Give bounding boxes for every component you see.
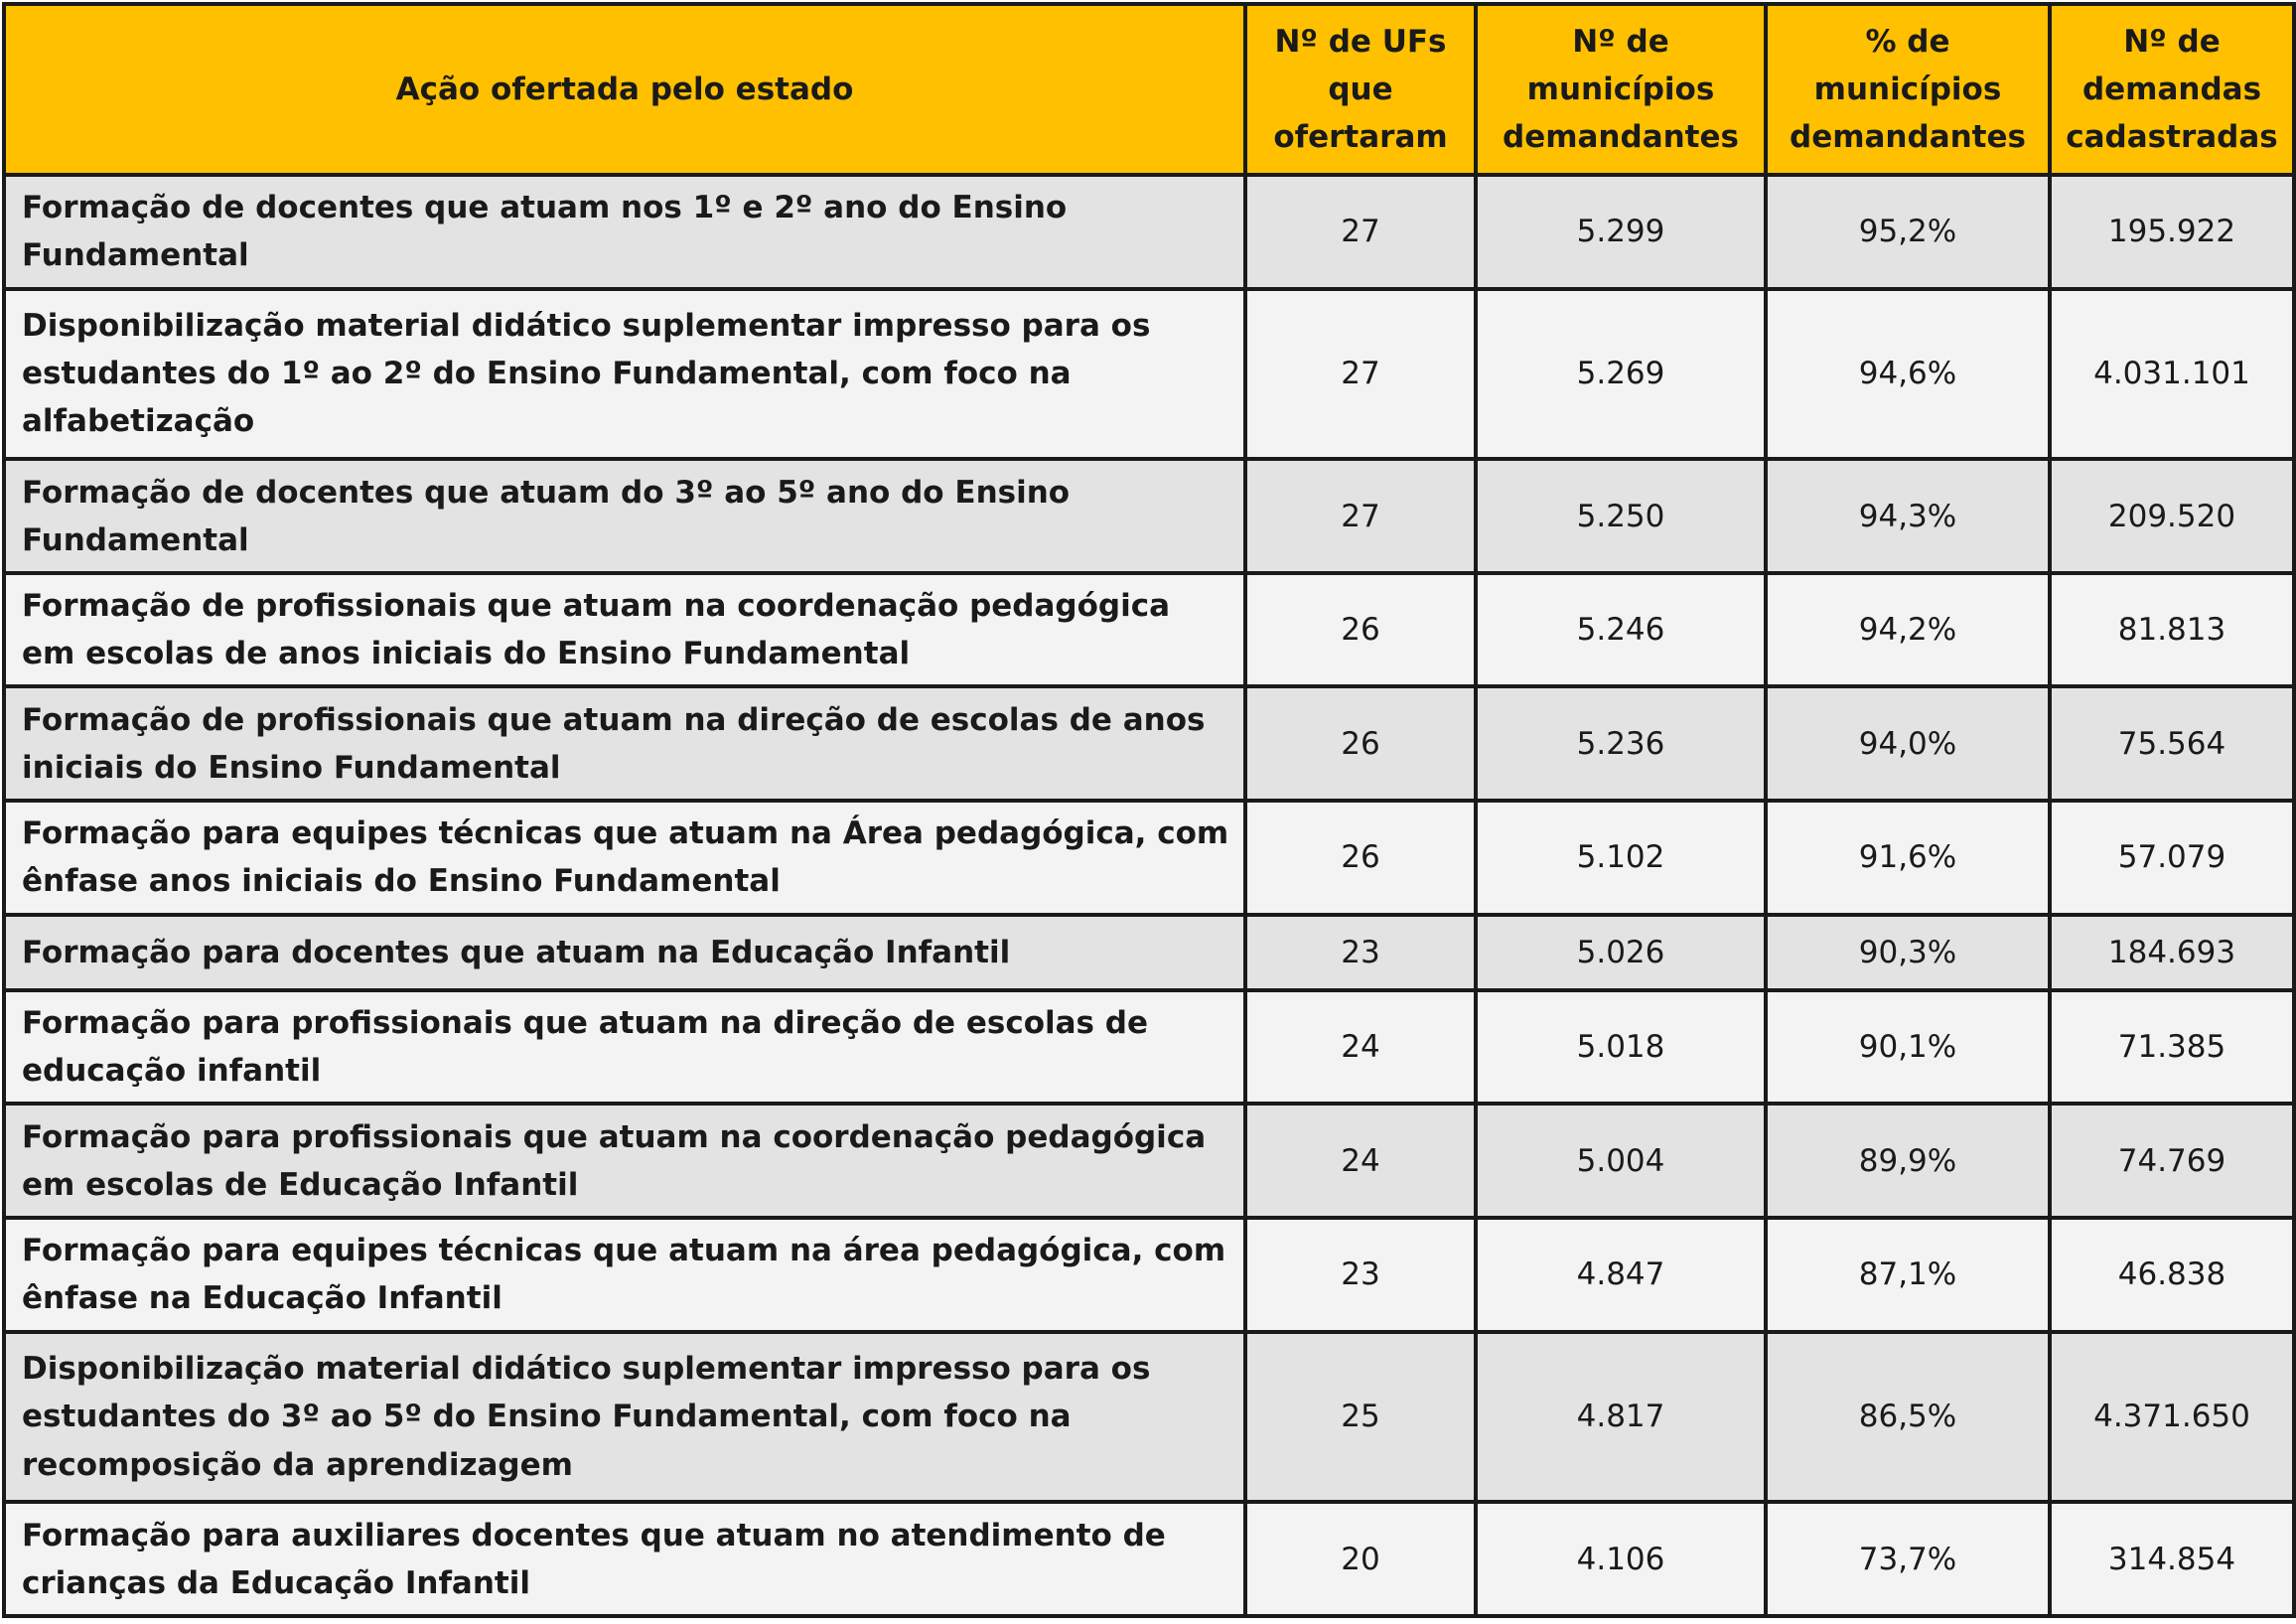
- table-row: [4, 289, 2294, 460]
- demandas-cell: 4.371.650: [2050, 1332, 2294, 1503]
- table-row: [4, 573, 2294, 687]
- pct-cell: 95,2%: [1766, 175, 2050, 289]
- municipios-cell: 5.246: [1476, 573, 1766, 687]
- demandas-cell: 195.922: [2050, 175, 2294, 289]
- pct-cell: 94,2%: [1766, 573, 2050, 687]
- ufs-cell: 26: [1245, 573, 1476, 687]
- demandas-cell: 4.031.101: [2050, 289, 2294, 460]
- municipios-cell: 4.817: [1476, 1332, 1766, 1503]
- municipios-cell: 4.106: [1476, 1502, 1766, 1616]
- data-table: [2, 2, 2296, 1618]
- table-row: [4, 175, 2294, 289]
- demandas-cell: 75.564: [2050, 686, 2294, 801]
- demandas-cell: 74.769: [2050, 1104, 2294, 1218]
- action-cell: Formação para docentes que atuam na Educação Infantil: [4, 915, 1245, 990]
- table-row: [4, 801, 2294, 915]
- ufs-cell: 25: [1245, 1332, 1476, 1503]
- ufs-cell: 26: [1245, 801, 1476, 915]
- demandas-cell: 184.693: [2050, 915, 2294, 990]
- municipios-cell: 5.102: [1476, 801, 1766, 915]
- pct-cell: 94,0%: [1766, 686, 2050, 801]
- municipios-cell: 4.847: [1476, 1218, 1766, 1332]
- ufs-cell: 20: [1245, 1502, 1476, 1616]
- table-row: [4, 1502, 2294, 1616]
- pct-cell: 94,3%: [1766, 459, 2050, 573]
- table-row: [4, 990, 2294, 1105]
- pct-cell: 90,1%: [1766, 990, 2050, 1105]
- action-cell: Formação para auxiliares docentes que atuam no atendimento de crianças da Educação Infantil: [4, 1502, 1245, 1616]
- ufs-cell: 23: [1245, 915, 1476, 990]
- action-cell: Formação de docentes que atuam do 3º ao 5º ano do Ensino Fundamental: [4, 459, 1245, 573]
- header-demandas: Nº de demandas cadastradas: [2050, 4, 2294, 175]
- demandas-cell: 81.813: [2050, 573, 2294, 687]
- action-cell: Disponibilização material didático suplementar impresso para os estudantes do 1º ao 2º do Ensino Fundamental, com foco na alfabetização: [4, 289, 1245, 460]
- municipios-cell: 5.004: [1476, 1104, 1766, 1218]
- table-row: [4, 459, 2294, 573]
- pct-cell: 86,5%: [1766, 1332, 2050, 1503]
- ufs-cell: 26: [1245, 686, 1476, 801]
- action-cell: Formação para profissionais que atuam na coordenação pedagógica em escolas de Educação Infantil: [4, 1104, 1245, 1218]
- municipios-cell: 5.018: [1476, 990, 1766, 1105]
- municipios-cell: 5.236: [1476, 686, 1766, 801]
- municipios-cell: 5.269: [1476, 289, 1766, 460]
- demandas-cell: 46.838: [2050, 1218, 2294, 1332]
- header-action: Ação ofertada pelo estado: [4, 4, 1245, 175]
- table-row: [4, 915, 2294, 990]
- demandas-cell: 314.854: [2050, 1502, 2294, 1616]
- header-ufs: Nº de UFs que ofertaram: [1245, 4, 1476, 175]
- pct-cell: 87,1%: [1766, 1218, 2050, 1332]
- municipios-cell: 5.026: [1476, 915, 1766, 990]
- action-cell: Formação de docentes que atuam nos 1º e 2º ano do Ensino Fundamental: [4, 175, 1245, 289]
- header-pct-municipios: % de municípios demandantes: [1766, 4, 2050, 175]
- ufs-cell: 27: [1245, 175, 1476, 289]
- action-cell: Disponibilização material didático suplementar impresso para os estudantes do 3º ao 5º do Ensino Fundamental, com foco na recomposição da aprendizagem: [4, 1332, 1245, 1503]
- demandas-cell: 57.079: [2050, 801, 2294, 915]
- action-cell: Formação de profissionais que atuam na direção de escolas de anos iniciais do Ensino Fundamental: [4, 686, 1245, 801]
- pct-cell: 90,3%: [1766, 915, 2050, 990]
- ufs-cell: 27: [1245, 459, 1476, 573]
- municipios-cell: 5.299: [1476, 175, 1766, 289]
- table-row: [4, 1332, 2294, 1503]
- demandas-cell: 209.520: [2050, 459, 2294, 573]
- pct-cell: 73,7%: [1766, 1502, 2050, 1616]
- table-row: [4, 1218, 2294, 1332]
- action-cell: Formação de profissionais que atuam na coordenação pedagógica em escolas de anos iniciais do Ensino Fundamental: [4, 573, 1245, 687]
- table-row: [4, 1104, 2294, 1218]
- ufs-cell: 27: [1245, 289, 1476, 460]
- municipios-cell: 5.250: [1476, 459, 1766, 573]
- ufs-cell: 23: [1245, 1218, 1476, 1332]
- demandas-cell: 71.385: [2050, 990, 2294, 1105]
- action-cell: Formação para equipes técnicas que atuam na Área pedagógica, com ênfase anos iniciais do Ensino Fundamental: [4, 801, 1245, 915]
- pct-cell: 94,6%: [1766, 289, 2050, 460]
- header-municipios: Nº de municípios demandantes: [1476, 4, 1766, 175]
- ufs-cell: 24: [1245, 1104, 1476, 1218]
- ufs-cell: 24: [1245, 990, 1476, 1105]
- action-cell: Formação para profissionais que atuam na direção de escolas de educação infantil: [4, 990, 1245, 1105]
- pct-cell: 91,6%: [1766, 801, 2050, 915]
- pct-cell: 89,9%: [1766, 1104, 2050, 1218]
- table-row: [4, 686, 2294, 801]
- header-row: [4, 4, 2294, 175]
- action-cell: Formação para equipes técnicas que atuam na área pedagógica, com ênfase na Educação Infantil: [4, 1218, 1245, 1332]
